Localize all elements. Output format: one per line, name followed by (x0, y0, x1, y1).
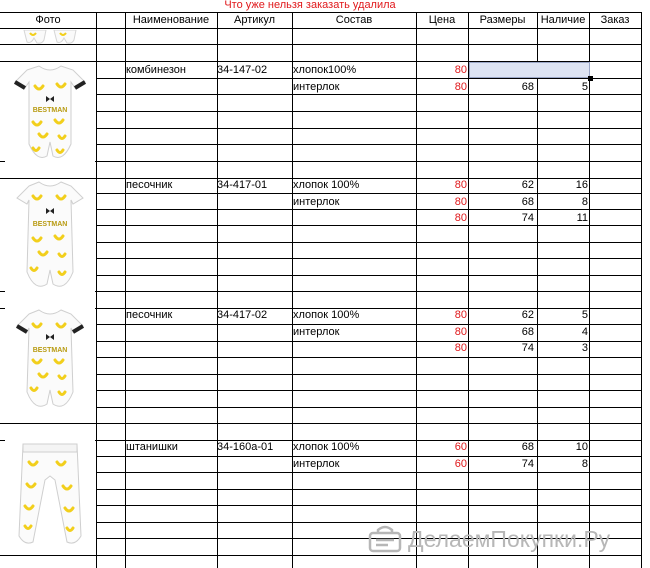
size-cell[interactable]: 68 (521, 325, 534, 338)
column-divider (292, 12, 293, 568)
article-cell[interactable]: 34-417-01 (217, 179, 268, 191)
column-divider (641, 12, 642, 568)
row-divider (96, 374, 641, 375)
row-divider (0, 291, 641, 292)
sandsuit-image (5, 180, 95, 298)
row-divider (0, 423, 641, 424)
composition-cell[interactable]: интерлок (293, 457, 340, 470)
column-header-order[interactable]: Заказ (600, 14, 630, 26)
product-photo-romper (5, 64, 95, 164)
price-cell[interactable]: 80 (454, 309, 467, 321)
stock-cell[interactable]: 8 (581, 457, 588, 470)
price-cell[interactable]: 80 (454, 179, 467, 191)
composition-cell[interactable]: хлопок 100% (293, 179, 360, 191)
product-photo-sandsuit-1 (5, 180, 95, 298)
article-cell[interactable]: 34-417-02 (217, 309, 268, 321)
row-divider (96, 111, 641, 112)
price-cell[interactable]: 60 (454, 441, 467, 453)
size-cell[interactable]: 74 (521, 457, 534, 470)
size-cell[interactable] (470, 62, 534, 78)
size-cell[interactable]: 62 (521, 309, 534, 321)
size-cell[interactable]: 62 (521, 179, 534, 191)
row-divider (96, 128, 641, 129)
shopping-bag-icon (368, 525, 402, 553)
composition-cell[interactable] (293, 210, 415, 226)
print-text: BESTMAN (32, 221, 68, 228)
price-cell[interactable]: 80 (454, 80, 467, 93)
product-photo-pants (5, 440, 95, 550)
fill-handle[interactable] (588, 76, 593, 81)
product-name-cell[interactable]: штанишки (126, 441, 178, 453)
row-divider (96, 258, 641, 259)
price-cell[interactable]: 80 (454, 212, 467, 224)
row-divider (96, 242, 641, 243)
pants-image (5, 440, 95, 550)
column-header-stock[interactable]: Наличие (540, 14, 586, 26)
size-cell[interactable]: 68 (521, 195, 534, 208)
composition-cell[interactable]: хлопок 100% (293, 309, 360, 321)
row-divider (96, 489, 641, 490)
row-divider (96, 357, 641, 358)
column-divider (125, 12, 126, 568)
romper-bottom-image (20, 30, 80, 44)
watermark (368, 523, 610, 555)
row-divider (96, 144, 641, 145)
watermark-text: ДелаемПокупки.Ру (408, 525, 611, 552)
row-divider (96, 407, 641, 408)
stock-cell[interactable]: 4 (581, 325, 588, 338)
price-cell[interactable]: 80 (454, 195, 467, 208)
row-divider (0, 12, 641, 13)
product-name-cell[interactable]: песочник (126, 309, 173, 321)
composition-cell[interactable]: интерлок (293, 80, 340, 93)
sandsuit-image (5, 308, 95, 416)
composition-cell[interactable]: интерлок (293, 325, 340, 338)
composition-cell[interactable] (293, 340, 415, 356)
stock-cell[interactable]: 11 (576, 212, 588, 224)
row-divider (96, 275, 641, 276)
column-header-article[interactable]: Артикул (233, 14, 275, 26)
stock-cell[interactable]: 8 (581, 195, 588, 208)
price-cell[interactable]: 80 (454, 342, 467, 354)
stock-cell[interactable]: 5 (581, 309, 588, 321)
column-header-price[interactable]: Цена (428, 14, 456, 26)
stock-cell[interactable]: 10 (575, 441, 588, 453)
price-cell[interactable]: 80 (454, 64, 467, 76)
size-cell[interactable]: 68 (521, 441, 534, 453)
product-photo-partial (20, 30, 80, 44)
column-header-sizes[interactable]: Размеры (479, 14, 526, 26)
article-cell[interactable]: 34-147-02 (217, 64, 268, 76)
product-name-cell[interactable]: комбинезон (126, 64, 187, 76)
row-divider (96, 505, 641, 506)
size-cell[interactable]: 74 (521, 342, 534, 354)
column-header-name[interactable]: Наименование (132, 14, 210, 26)
print-text: BESTMAN (32, 107, 68, 114)
column-divider (468, 12, 469, 568)
column-divider (217, 12, 218, 568)
article-cell[interactable]: 34-160а-01 (217, 441, 274, 453)
column-divider (96, 12, 97, 568)
composition-cell[interactable]: хлопок100% (293, 64, 357, 76)
print-text: BESTMAN (32, 347, 68, 354)
row-divider (96, 390, 641, 391)
stock-cell[interactable] (538, 62, 588, 78)
composition-cell[interactable]: хлопок 100% (293, 441, 360, 453)
price-cell[interactable]: 80 (454, 325, 467, 338)
column-divider (537, 12, 538, 568)
size-cell[interactable]: 74 (521, 212, 534, 224)
stock-cell[interactable]: 3 (581, 342, 588, 354)
size-cell[interactable]: 68 (521, 80, 534, 93)
stock-cell[interactable]: 16 (575, 179, 588, 191)
column-divider (589, 12, 590, 568)
stock-cell[interactable]: 5 (581, 80, 588, 93)
row-divider (0, 555, 641, 556)
price-cell[interactable]: 60 (454, 457, 467, 470)
composition-cell[interactable]: интерлок (293, 195, 340, 208)
column-divider (416, 12, 417, 568)
column-header-photo[interactable]: Фото (35, 14, 61, 26)
row-divider (0, 161, 641, 162)
row-divider (0, 44, 641, 45)
row-divider (96, 472, 641, 473)
romper-image (5, 64, 95, 164)
column-header-composition[interactable]: Состав (335, 14, 373, 26)
product-photo-sandsuit-2 (5, 308, 95, 416)
row-divider (0, 28, 641, 29)
deleted-items-note: Что уже нельзя заказать удалила (224, 0, 396, 11)
product-name-cell[interactable]: песочник (126, 179, 173, 191)
